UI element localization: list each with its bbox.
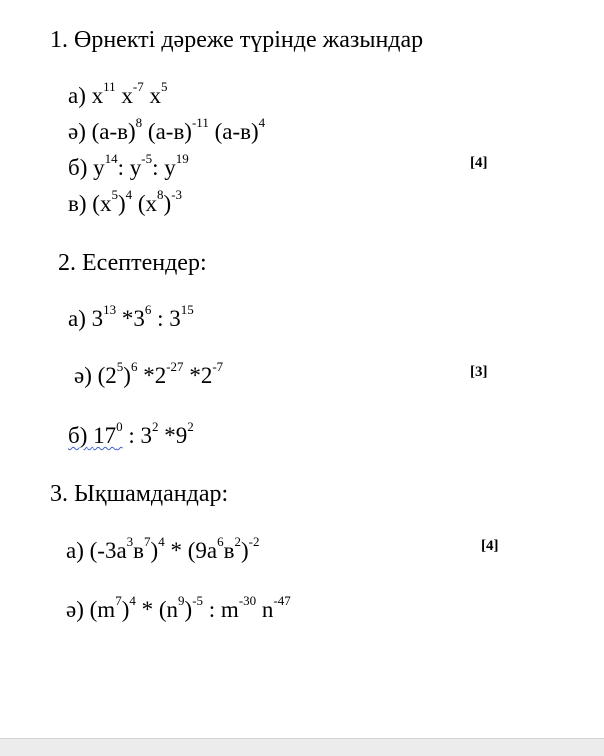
section-1-item-b: б) $y^{14}$: $y^{-5}$: $y^{19}$ — [68, 151, 189, 180]
section-1-heading: 1. Өрнекті дәреже түрінде жазындар — [50, 27, 424, 53]
section-1-item-v: в) $(x^5)^4$ $(x^8)^{-3}$ — [68, 187, 183, 216]
section-3-item-ae: ә) $(m^7)^4 * (n^9)^{-5}$ : $m^{-30}$ $n^{-47}$ — [66, 593, 291, 622]
section-3-heading: 3. Ықшамдандар: — [50, 481, 229, 507]
item-label: ә) — [66, 597, 84, 622]
section-3-item-a: а) $(-3a^3в^7)^4 * (9a^6в^2)^{-2}$ — [66, 534, 260, 563]
section-2-marks: [3] — [470, 364, 488, 380]
item-label: а) — [68, 306, 86, 331]
item-label: ә) — [74, 363, 92, 388]
item-label: в) — [68, 191, 87, 216]
item-label: б) — [68, 423, 88, 448]
item-label: а) — [66, 538, 84, 563]
section-2-heading: 2. Есептендер: — [58, 250, 207, 276]
section-2-item-a: а) $3^{13}$ $*3^6$ : $3^{15}$ — [68, 302, 194, 331]
section-1-item-a: а) $x^{11}$ $x^{-7}$ $x^5$ — [68, 79, 168, 108]
section-1-marks: [4] — [470, 155, 488, 171]
item-label: б) — [68, 155, 88, 180]
section-2-item-ae: ә) $(2^5)^6$ $*2^{-27}$ $*2^{-7}$ — [74, 359, 224, 388]
section-2-item-b: б) $17^0$ : $3^2$ $*9^2$ — [68, 419, 194, 448]
section-3-marks: [4] — [481, 538, 499, 554]
item-label: а) — [68, 83, 86, 108]
window-bottom-edge — [0, 738, 604, 756]
item-label: ә) — [68, 119, 86, 144]
section-1-item-ae: ә) $(а-в)^8$ $(а-в)^{-11}$ $(а-в)^4$ — [68, 115, 266, 144]
